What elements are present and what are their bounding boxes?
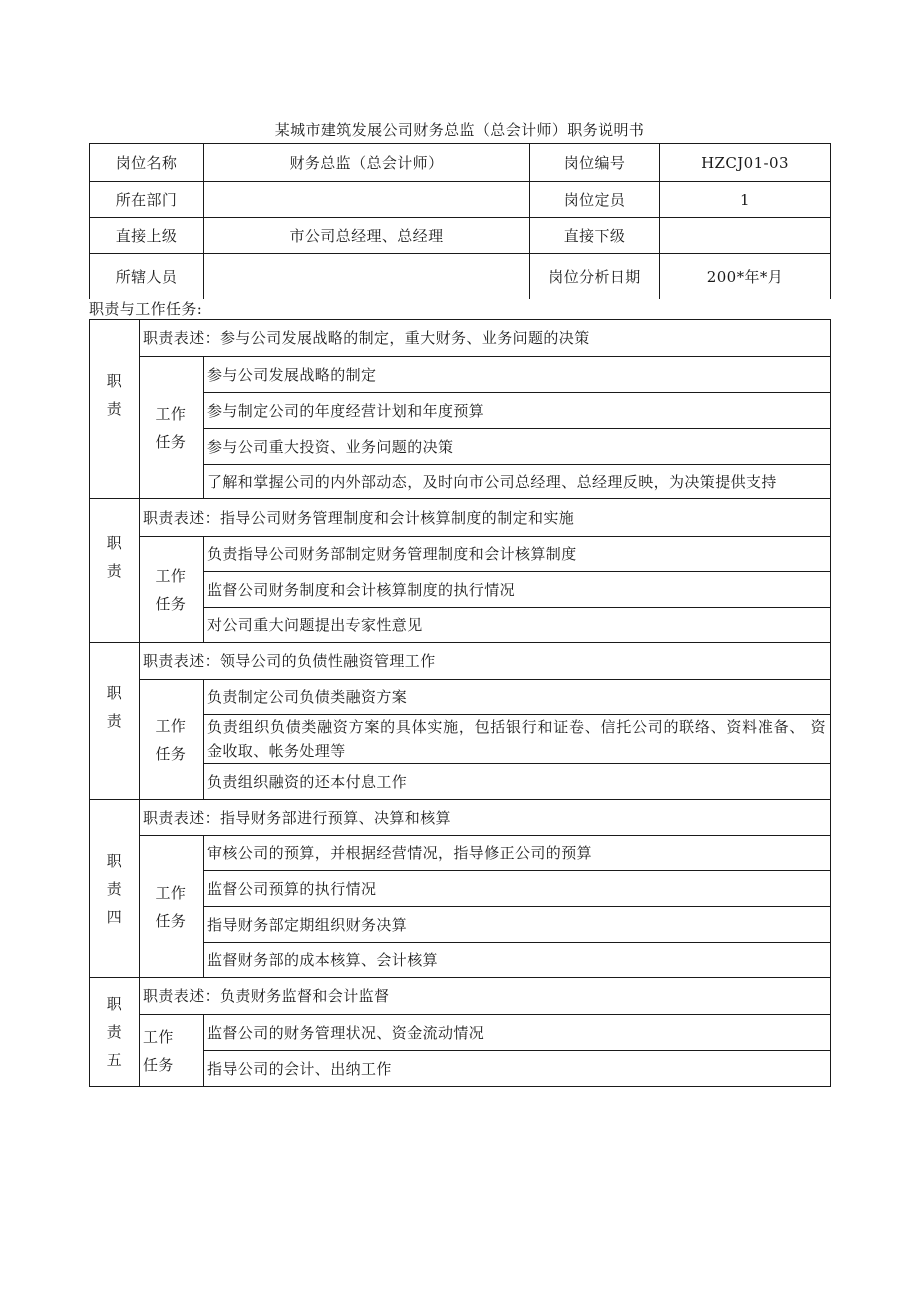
info-row xyxy=(90,254,831,299)
info-label: 直接下级 xyxy=(530,218,660,254)
duty-statement: 职责表述：领导公司的负债性融资管理工作 xyxy=(140,643,831,680)
duty-label-cell xyxy=(90,320,140,499)
info-value: 200*年*月 xyxy=(660,254,831,299)
info-value: HZCJ01-03 xyxy=(660,144,831,182)
task-label-cell xyxy=(140,1015,204,1087)
duty-label-cell xyxy=(90,643,140,800)
info-label: 岗位定员 xyxy=(530,182,660,218)
info-value xyxy=(204,254,530,299)
duty-statement: 职责表述：负责财务监督和会计监督 xyxy=(140,978,831,1015)
duty-statement-row xyxy=(90,643,831,680)
task-item: 监督公司财务制度和会计核算制度的执行情况 xyxy=(204,572,831,608)
task-row xyxy=(90,680,831,715)
duty-label: 职责 xyxy=(106,533,123,580)
task-item: 负责指导公司财务部制定财务管理制度和会计核算制度 xyxy=(204,537,831,572)
task-item: 对公司重大问题提出专家性意见 xyxy=(204,608,831,643)
duty-label: 职责五 xyxy=(106,995,123,1069)
task-label: 工作任务 xyxy=(143,1027,174,1074)
info-value: 1 xyxy=(660,182,831,218)
document-title: 某城市建筑发展公司财务总监（总会计师）职务说明书 xyxy=(274,121,645,139)
duty-statement: 职责表述：指导公司财务管理制度和会计核算制度的制定和实施 xyxy=(140,499,831,537)
task-item: 负责组织融资的还本付息工作 xyxy=(204,764,831,800)
position-info-table xyxy=(89,143,831,299)
info-row xyxy=(90,144,831,182)
duty-statement-row xyxy=(90,320,831,357)
task-item: 负责组织负债类融资方案的具体实施，包括银行和证卷、信托公司的联络、资料准备、 资金收取、帐务处理等 xyxy=(204,715,831,764)
info-value: 市公司总经理、总经理 xyxy=(204,218,530,254)
info-label: 岗位名称 xyxy=(90,144,204,182)
duty-statement-row xyxy=(90,499,831,537)
duty-label-cell xyxy=(90,800,140,978)
task-row xyxy=(90,1015,831,1051)
info-label: 直接上级 xyxy=(90,218,204,254)
task-item: 参与公司重大投资、业务问题的决策 xyxy=(204,429,831,465)
info-value xyxy=(204,182,530,218)
info-label: 所在部门 xyxy=(90,182,204,218)
task-item: 负责制定公司负债类融资方案 xyxy=(204,680,831,715)
duty-label-cell xyxy=(90,978,140,1087)
duty-statement-row xyxy=(90,978,831,1015)
info-label: 岗位分析日期 xyxy=(530,254,660,299)
task-label-cell xyxy=(140,537,204,643)
task-item: 了解和掌握公司的内外部动态，及时向市公司总经理、总经理反映，为决策提供支持 xyxy=(204,465,831,499)
task-item: 参与公司发展战略的制定 xyxy=(204,357,831,393)
info-row xyxy=(90,182,831,218)
task-label: 工作任务 xyxy=(155,566,187,613)
info-value xyxy=(660,218,831,254)
task-label-cell xyxy=(140,680,204,800)
info-value: 财务总监（总会计师） xyxy=(204,144,530,182)
info-row xyxy=(90,218,831,254)
duty-label: 职责四 xyxy=(106,851,123,926)
info-label: 所辖人员 xyxy=(90,254,204,299)
task-label: 工作任务 xyxy=(155,404,187,451)
duties-heading: 职责与工作任务: xyxy=(89,300,203,318)
task-item: 监督财务部的成本核算、会计核算 xyxy=(204,943,831,978)
duty-statement-row xyxy=(90,800,831,836)
task-item: 审核公司的预算，并根据经营情况，指导修正公司的预算 xyxy=(204,836,831,871)
duty-label: 职责 xyxy=(106,372,123,418)
duties-table xyxy=(89,319,831,1087)
info-label: 岗位编号 xyxy=(530,144,660,182)
task-item: 指导公司的会计、出纳工作 xyxy=(204,1051,831,1087)
duty-label-cell xyxy=(90,499,140,643)
task-item: 监督公司预算的执行情况 xyxy=(204,871,831,907)
duty-label: 职责 xyxy=(106,684,123,730)
task-item: 指导财务部定期组织财务决算 xyxy=(204,907,831,943)
task-label-cell xyxy=(140,836,204,978)
task-label-cell xyxy=(140,357,204,499)
duty-statement: 职责表述：指导财务部进行预算、决算和核算 xyxy=(140,800,831,836)
task-row xyxy=(90,357,831,393)
task-row xyxy=(90,537,831,572)
task-item: 监督公司的财务管理状况、资金流动情况 xyxy=(204,1015,831,1051)
task-item: 参与制定公司的年度经营计划和年度预算 xyxy=(204,393,831,429)
task-label: 工作任务 xyxy=(155,883,187,930)
task-label: 工作任务 xyxy=(155,716,187,763)
duty-statement: 职责表述：参与公司发展战略的制定，重大财务、业务问题的决策 xyxy=(140,320,831,357)
task-row xyxy=(90,836,831,871)
